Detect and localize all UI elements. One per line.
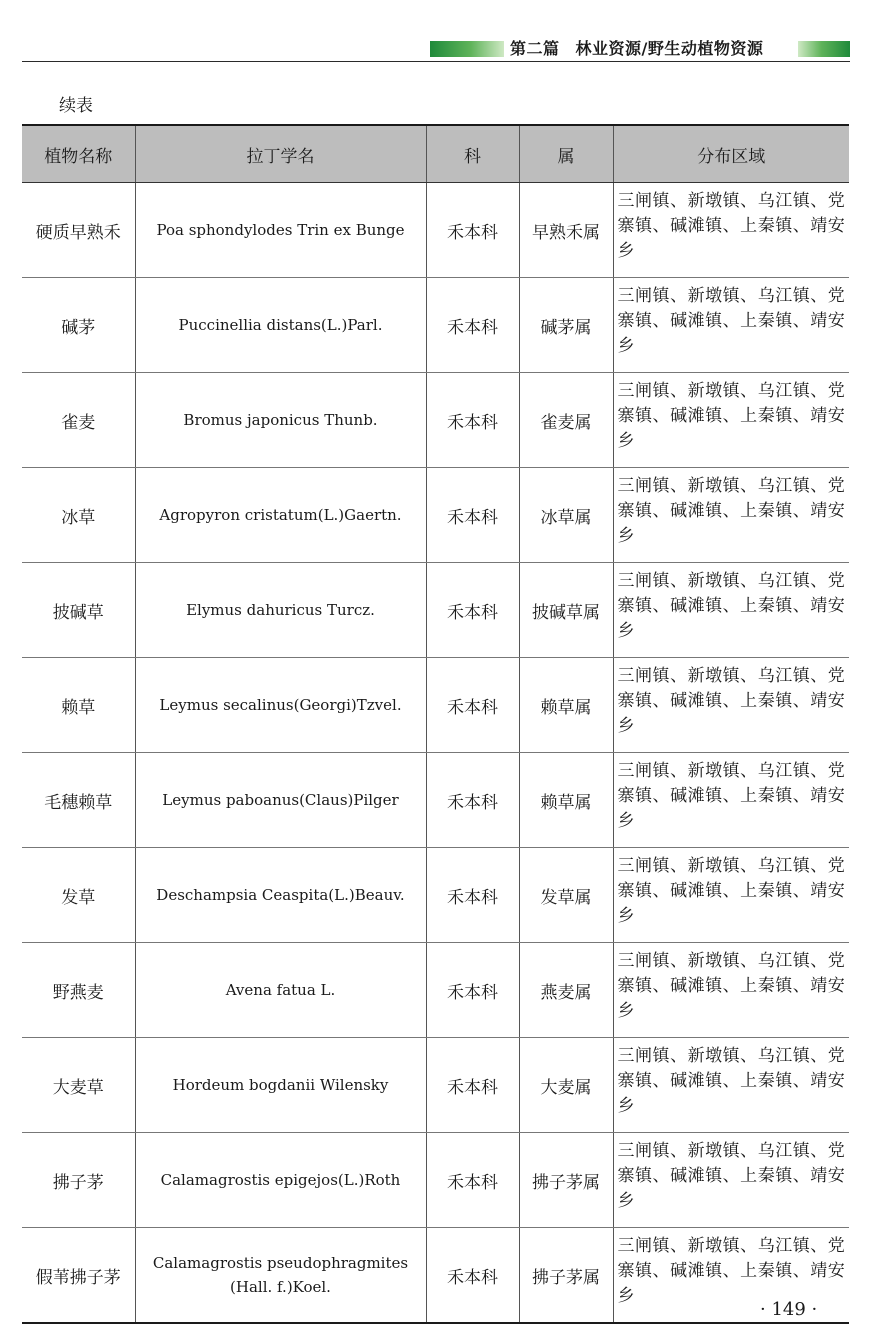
cell-distribution: 三闸镇、新墩镇、乌江镇、党寨镇、碱滩镇、上秦镇、靖安乡 [613,943,849,1038]
cell-latin-name: Agropyron cristatum(L.)Gaertn. [135,468,426,563]
cell-genus: 雀麦属 [519,373,613,468]
cell-family: 禾本科 [426,278,519,373]
cell-latin-name: Avena fatua L. [135,943,426,1038]
cell-distribution: 三闸镇、新墩镇、乌江镇、党寨镇、碱滩镇、上秦镇、靖安乡 [613,848,849,943]
cell-plant-name: 拂子茅 [22,1133,135,1228]
cell-family: 禾本科 [426,1133,519,1228]
cell-plant-name: 假苇拂子茅 [35,1267,121,1288]
cell-plant-name: 雀麦 [22,373,135,468]
cell-genus: 冰草属 [519,468,613,563]
cell-family: 禾本科 [426,563,519,658]
table-row [22,278,849,373]
table-row [22,1228,849,1324]
cell-family: 禾本科 [426,943,519,1038]
table-row [22,943,849,1038]
cell-latin-name: Poa sphondylodes Trin ex Bunge [135,183,426,278]
table-row [22,658,849,753]
cell-family: 禾本科 [426,848,519,943]
cell-genus: 披碱草属 [519,563,613,658]
cell-latin-name: Hordeum bogdanii Wilensky [135,1038,426,1133]
cell-genus: 大麦属 [519,1038,613,1133]
cell-genus: 拂子茅属 [519,1228,613,1324]
header-green-bar-right [798,41,850,57]
cell-genus: 碱茅属 [519,278,613,373]
cell-genus: 赖草属 [519,753,613,848]
cell-plant-name: 野燕麦 [22,943,135,1038]
cell-latin-name: Bromus japonicus Thunb. [135,373,426,468]
cell-distribution: 三闸镇、新墩镇、乌江镇、党寨镇、碱滩镇、上秦镇、靖安乡 [613,373,849,468]
header-family: 科 [426,125,519,183]
running-header [22,38,850,62]
table-caption: 续表 [59,96,93,116]
table-row [22,848,849,943]
cell-family: 禾本科 [426,1038,519,1133]
cell-distribution: 三闸镇、新墩镇、乌江镇、党寨镇、碱滩镇、上秦镇、靖安乡 [613,468,849,563]
cell-family: 禾本科 [426,753,519,848]
table-row [22,468,849,563]
cell-plant-name: 大麦草 [22,1038,135,1133]
cell-family: 禾本科 [426,658,519,753]
running-header-title [510,38,763,60]
cell-latin-name: Puccinellia distans(L.)Parl. [135,278,426,373]
cell-distribution: 三闸镇、新墩镇、乌江镇、党寨镇、碱滩镇、上秦镇、靖安乡 [613,658,849,753]
plant-species-table [22,124,849,1324]
header-distribution: 分布区域 [613,125,849,183]
cell-latin-name: Calamagrostis epigejos(L.)Roth [135,1133,426,1228]
cell-plant-name: 毛穗赖草 [22,753,135,848]
cell-family: 禾本科 [426,468,519,563]
cell-genus: 燕麦属 [519,943,613,1038]
cell-plant-name: 硬质早熟禾 [22,183,135,278]
cell-distribution: 三闸镇、新墩镇、乌江镇、党寨镇、碱滩镇、上秦镇、靖安乡 [613,278,849,373]
cell-plant-name: 披碱草 [22,563,135,658]
cell-plant-name: 碱茅 [22,278,135,373]
cell-plant-name: 发草 [22,848,135,943]
page-number: · 149 · [760,1299,818,1320]
cell-family: 禾本科 [426,373,519,468]
header-latin-name: 拉丁学名 [135,125,426,183]
running-header-section: 第二篇 [510,39,560,58]
table-body [22,183,849,1324]
cell-plant-name: 冰草 [22,468,135,563]
cell-genus: 发草属 [519,848,613,943]
running-header-topic: 林业资源/野生动植物资源 [575,39,764,58]
cell-distribution: 三闸镇、新墩镇、乌江镇、党寨镇、碱滩镇、上秦镇、靖安乡 [613,1038,849,1133]
header-green-bar-left [430,41,504,57]
cell-distribution: 三闸镇、新墩镇、乌江镇、党寨镇、碱滩镇、上秦镇、靖安乡 [613,753,849,848]
table-row [22,183,849,278]
table-row [22,753,849,848]
table-row [22,1133,849,1228]
cell-genus: 早熟禾属 [519,183,613,278]
cell-family: 禾本科 [426,183,519,278]
header-genus: 属 [519,125,613,183]
table-row [22,373,849,468]
header-rule [22,61,850,62]
cell-genus: 拂子茅属 [519,1133,613,1228]
cell-plant-name: 赖草 [22,658,135,753]
cell-genus: 赖草属 [519,658,613,753]
table-header-row [22,125,849,183]
cell-latin-name: Leymus paboanus(Claus)Pilger [135,753,426,848]
table-row [22,1038,849,1133]
cell-latin-name: Leymus secalinus(Georgi)Tzvel. [135,658,426,753]
cell-distribution: 三闸镇、新墩镇、乌江镇、党寨镇、碱滩镇、上秦镇、靖安乡 [613,563,849,658]
header-plant-name: 植物名称 [22,125,135,183]
cell-latin-name: Elymus dahuricus Turcz. [135,563,426,658]
table-row [22,563,849,658]
cell-distribution: 三闸镇、新墩镇、乌江镇、党寨镇、碱滩镇、上秦镇、靖安乡 [613,183,849,278]
cell-distribution: 三闸镇、新墩镇、乌江镇、党寨镇、碱滩镇、上秦镇、靖安乡 [613,1133,849,1228]
cell-distribution: 三闸镇、新墩镇、乌江镇、党寨镇、碱滩镇、上秦镇、靖安乡 [613,1228,849,1324]
cell-latin-name: Calamagrostis pseudophragmites (Hall. f.)Koel. [135,1228,426,1324]
cell-family: 禾本科 [426,1228,519,1324]
cell-latin-name: Deschampsia Ceaspita(L.)Beauv. [135,848,426,943]
